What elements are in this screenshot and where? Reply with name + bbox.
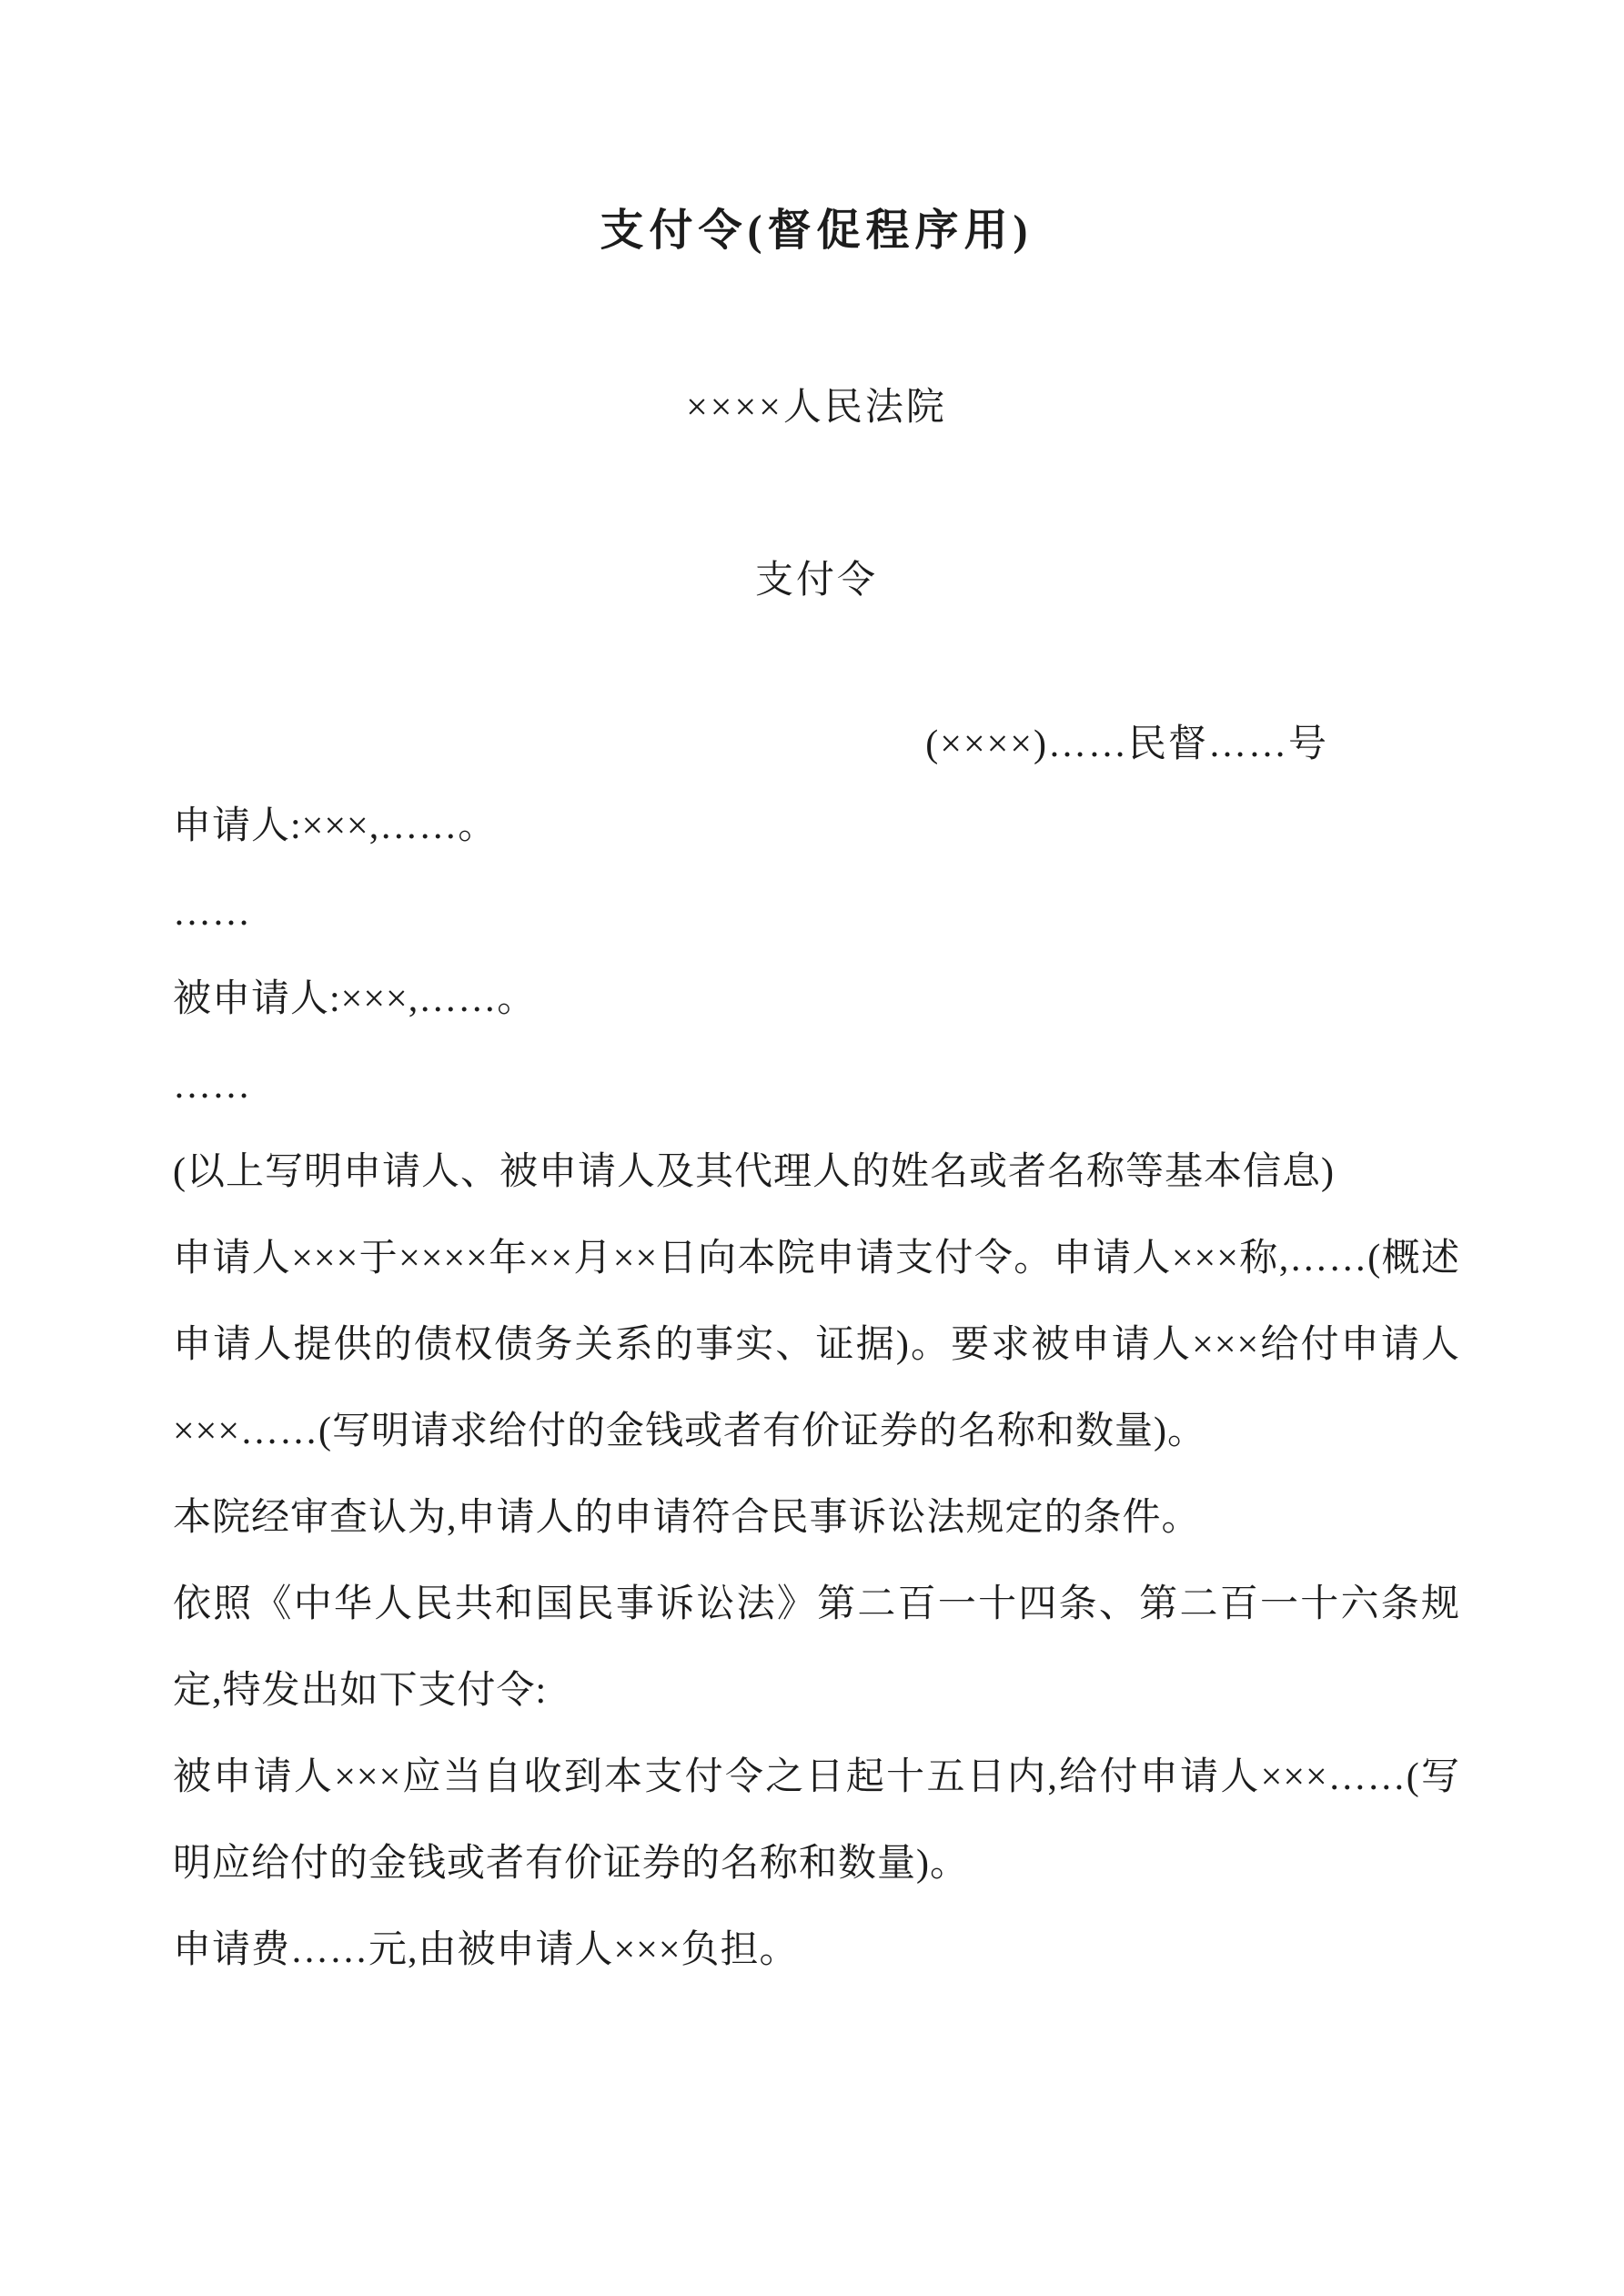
paragraph-ellipsis-1: …… xyxy=(173,892,251,934)
paragraph-applicant: 申请人:×××,……。 xyxy=(173,805,498,847)
paragraph-application-fee: 申请费……元,由被申请人×××负担。 xyxy=(173,1929,799,1971)
document-subtitle: 支付令 xyxy=(754,560,878,602)
document-body xyxy=(173,784,1460,1994)
document-title: 支付令(督促程序用) xyxy=(600,207,1034,255)
case-number: (××××)……民督……号 xyxy=(925,723,1328,765)
paragraph-respondent: 被申请人:×××,……。 xyxy=(173,978,537,1020)
document-content xyxy=(173,0,1460,1994)
court-name: ××××人民法院 xyxy=(686,387,947,429)
paragraph-legal-basis: 依照《中华人民共和国民事诉讼法》第二百一十四条、第二百一十六条规定,特发出如下支付令: xyxy=(173,1583,1460,1712)
paragraph-court-review: 本院经审查认为,申请人的申请符合民事诉讼法规定的条件。 xyxy=(173,1497,1201,1539)
paragraph-application-facts: 申请人×××于××××年××月××日向本院申请支付令。申请人×××称,……(概述申请人提供的债权债务关系的事实、证据)。要求被申请人×××给付申请人×××……(写明请求给付的金钱或者有价证券的名称和数量)。 xyxy=(173,1238,1460,1452)
paragraph-ellipsis-2: …… xyxy=(173,1065,251,1107)
paragraph-basic-info-note: (以上写明申请人、被申请人及其代理人的姓名或者名称等基本信息) xyxy=(173,1151,1335,1193)
paragraph-payment-order: 被申请人×××应当自收到本支付令之日起十五日内,给付申请人×××……(写明应给付的金钱或者有价证券的名称和数量)。 xyxy=(173,1756,1460,1885)
